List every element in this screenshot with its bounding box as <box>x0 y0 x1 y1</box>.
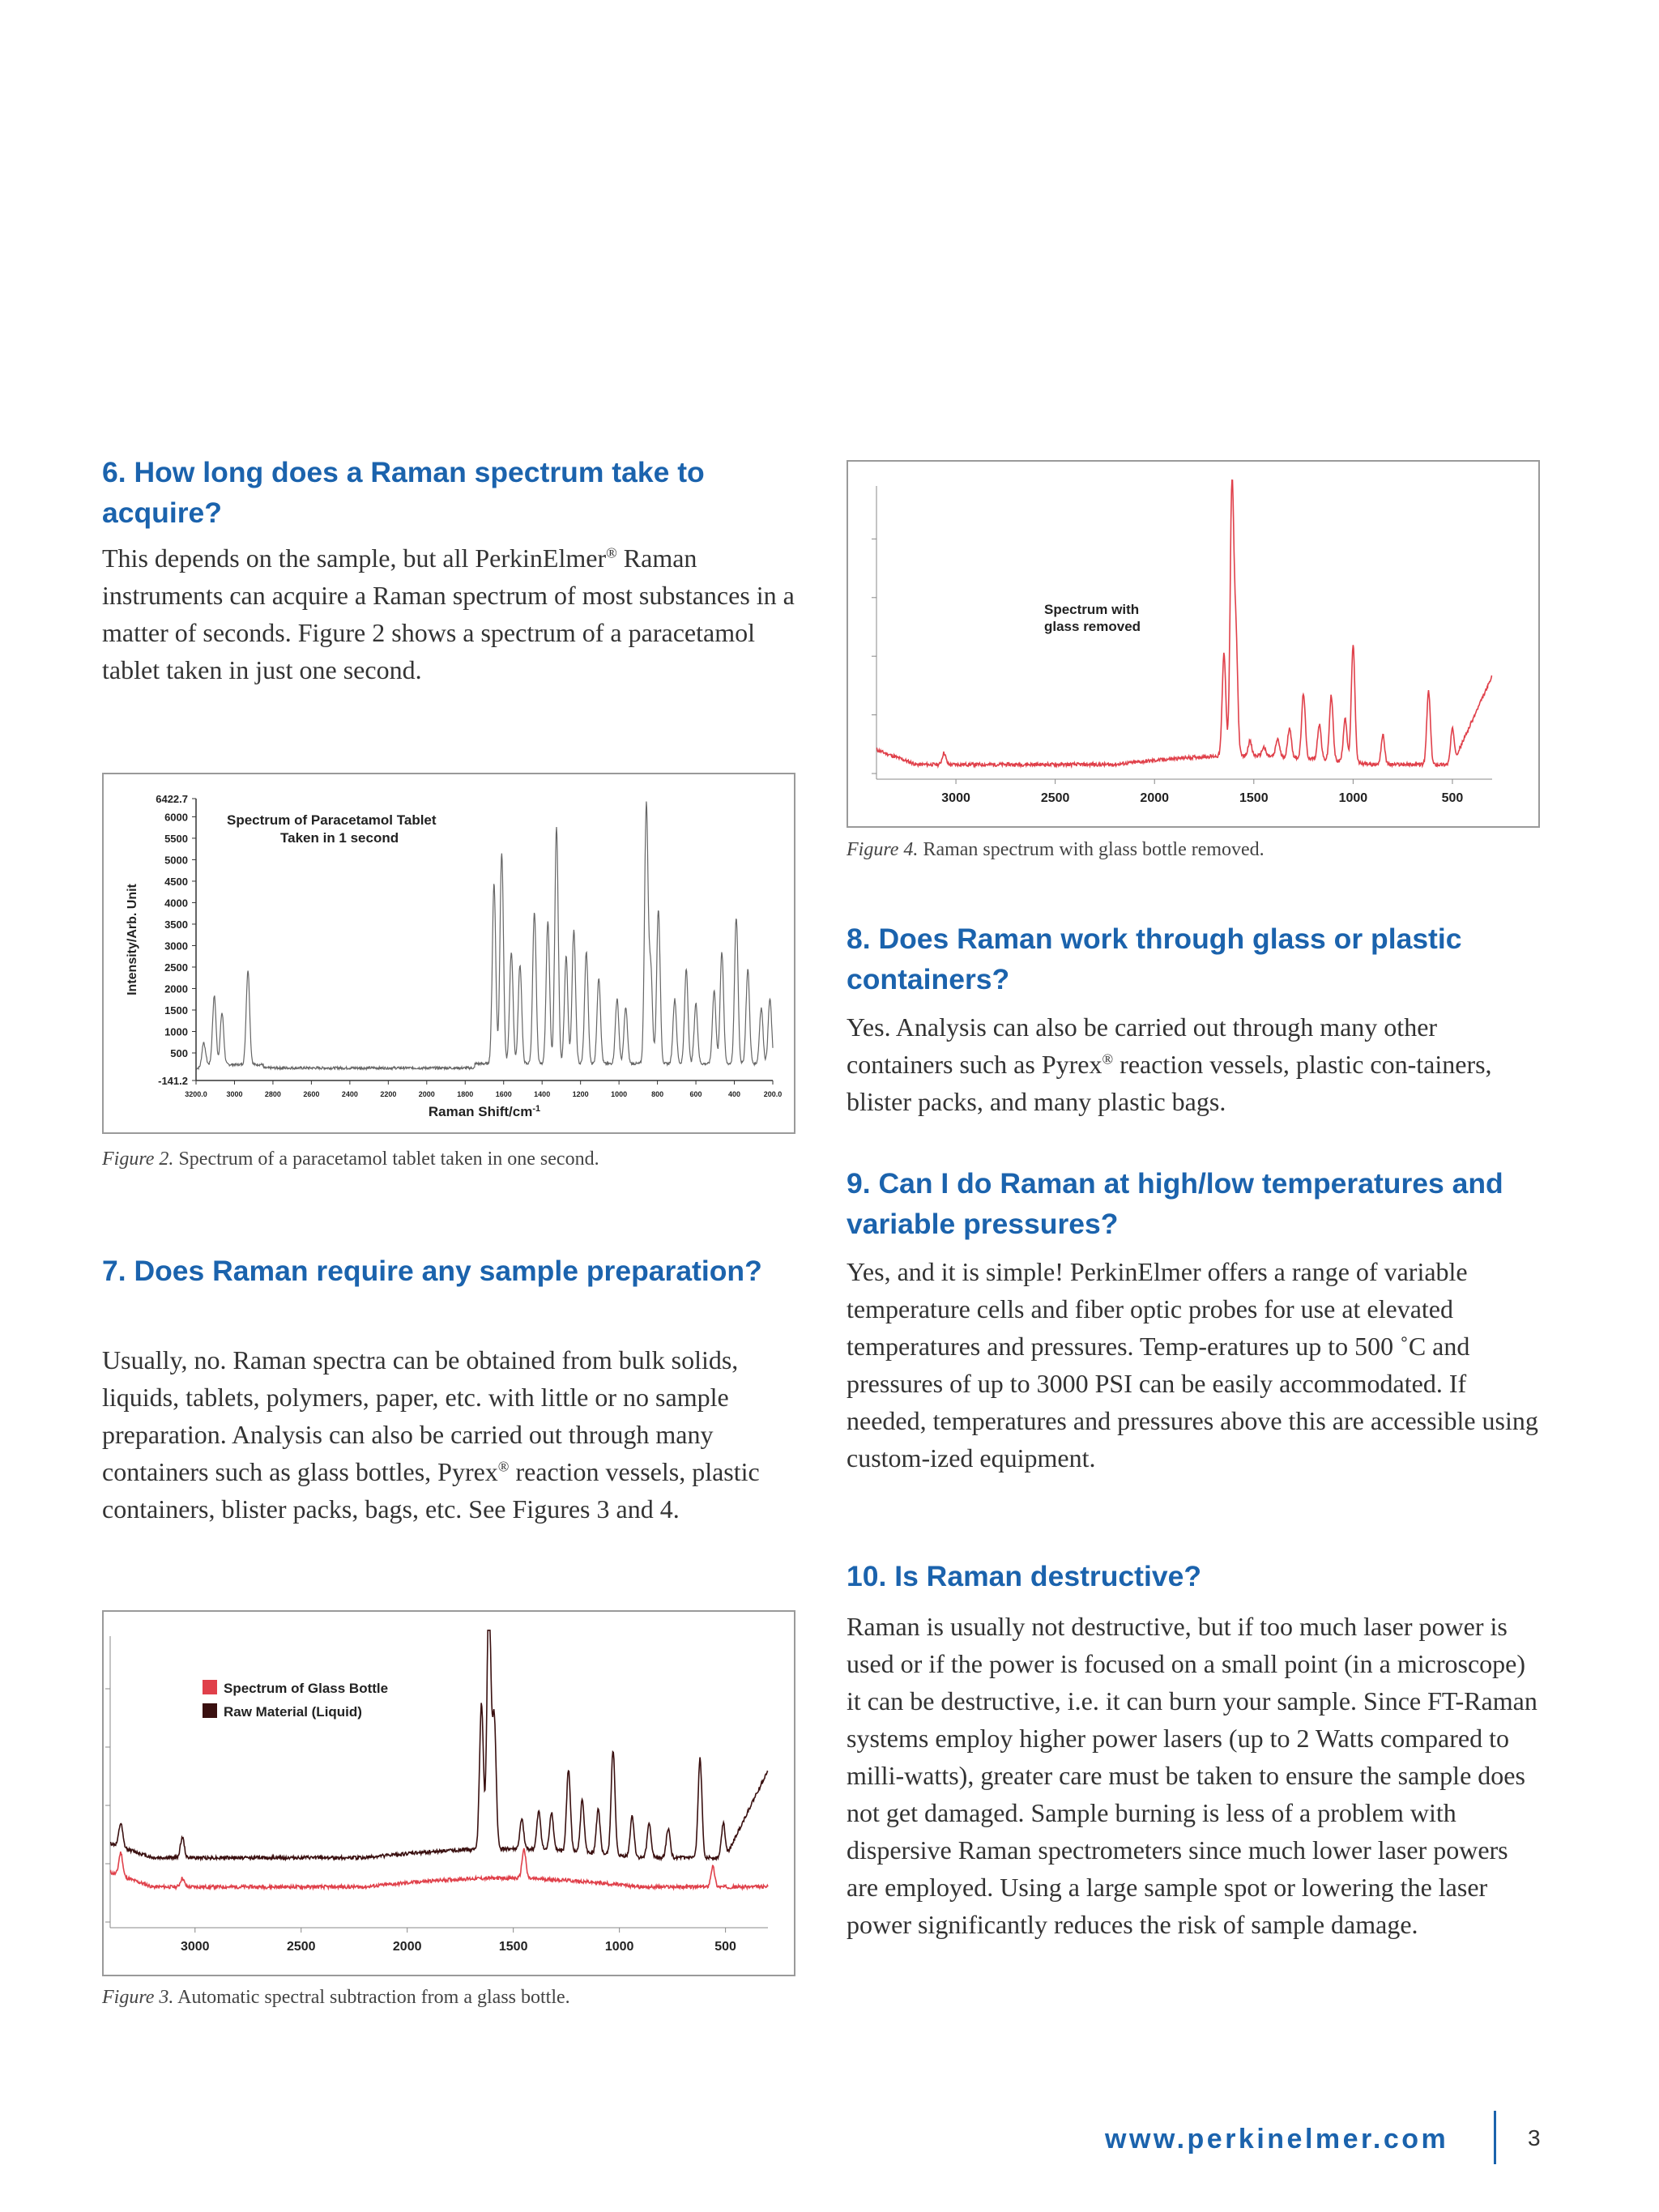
x-tick-label: 2400 <box>341 1090 358 1098</box>
x-tick-label: 2000 <box>418 1090 435 1098</box>
y-tick-label: 1500 <box>164 1004 188 1016</box>
x-tick-label: 3200.0 <box>185 1090 207 1098</box>
figure-3-caption <box>102 1987 570 2009</box>
y-tick-label: 6000 <box>164 811 188 824</box>
y-tick-label: 1000 <box>164 1025 188 1038</box>
x-tick-label: 1500 <box>1239 791 1269 805</box>
figure-3-svg <box>104 1612 794 1975</box>
q6-body <box>102 539 799 688</box>
y-tick-label: 6422.7 <box>156 793 188 805</box>
x-tick-label: 1200 <box>572 1090 589 1098</box>
x-axis-label <box>429 1104 540 1119</box>
figure-3-chart <box>102 1610 795 1976</box>
y-tick-label: 4000 <box>164 897 188 910</box>
y-axis-label: Intensity/Arb. Unit <box>126 884 139 995</box>
q7-registered-mark: ® <box>497 1458 510 1475</box>
y-tick-label: 4500 <box>164 875 188 888</box>
q7-body-part1: Usually, no. Raman spectra can be obtained from bulk solids, liquids, tablets, polymers, paper, etc. with little or no sample preparation. Analysis can also be carried out through many containers such as glass bottles, Pyrex <box>102 1345 739 1486</box>
x-tick-label: 2500 <box>286 1940 316 1954</box>
q6-heading: 6. How long does a Raman spectrum take to acquire? <box>102 456 705 529</box>
q8-body-part2: reaction vessels, plastic con-tainers, blister packs, and many plastic bags. <box>847 1050 1492 1116</box>
annotation-line2: glass removed <box>1044 619 1141 634</box>
x-axis-label-text: Raman Shift/cm <box>428 1104 533 1119</box>
q8-heading: 8. Does Raman work through glass or plastic containers? <box>847 923 1462 995</box>
x-tick-label: 3000 <box>941 791 970 805</box>
q7-heading: 7. Does Raman require any sample preparation? <box>102 1255 762 1287</box>
footer-divider <box>1494 2111 1496 2164</box>
x-tick-label: 800 <box>651 1090 664 1098</box>
q10-body: Raman is usually not destructive, but if too much laser power is used or if the power is focused on a small point (in a microscope) it can be destructive, i.e. it can burn your sample. Since FT-Raman systems employ higher power lasers (up to 2 Watts compared to milli-watts), greater care must be taken to ensure the sample does not get damaged. Sample burning is less of a problem with dispersive Raman spectrometers since much lower laser powers are employed. Using a large sample spot or lowering the laser power significantly reduces the risk of sample damage. <box>847 1612 1537 1939</box>
q7-body <box>102 1341 799 1528</box>
x-tick-label: 3000 <box>180 1940 210 1954</box>
x-tick-label: 1000 <box>604 1940 634 1954</box>
x-tick-label: 2600 <box>303 1090 320 1098</box>
chart-title-line2: Taken in 1 second <box>280 830 399 846</box>
x-tick-label: 2000 <box>1140 791 1170 805</box>
figure-4-svg <box>848 462 1538 826</box>
q6-body-part1: This depends on the sample, but all PerkinElmer <box>102 543 607 573</box>
y-tick-label: 5000 <box>164 854 188 867</box>
y-tick-label: 3500 <box>164 918 188 931</box>
y-tick-label: 2500 <box>164 961 188 974</box>
q10-heading: 10. Is Raman destructive? <box>847 1560 1202 1592</box>
x-tick-label: 200.0 <box>763 1090 783 1098</box>
x-tick-label: 1000 <box>611 1090 628 1098</box>
y-tick-label: 500 <box>170 1047 188 1060</box>
series-line-spectrum-of-glass-bottle <box>110 1848 768 1889</box>
figure-2-label: Figure 2. <box>102 1149 174 1170</box>
footer-url[interactable]: www.perkinelmer.com <box>1105 2124 1449 2154</box>
figure-4-text: Raman spectrum with glass bottle removed. <box>918 839 1265 860</box>
x-tick-label: 3000 <box>226 1090 243 1098</box>
q9-body: Yes, and it is simple! PerkinElmer offers a range of variable temperature cells and fiber optic probes for use at elevated temperatures and pressures. Temp-eratures up to 500 ˚C and pressures of up to 3000 PSI can be easily accommodated. If needed, temperatures and pressures above this are accessible using custom-ized equipment. <box>847 1257 1538 1473</box>
q8-body <box>847 1008 1543 1120</box>
annotation-line1: Spectrum with <box>1044 602 1140 617</box>
x-tick-label: 400 <box>728 1090 741 1098</box>
series-line-spectrum-with-glass-removed <box>876 480 1492 766</box>
x-tick-label: 2800 <box>264 1090 281 1098</box>
y-tick-label: -141.2 <box>158 1075 188 1087</box>
figure-4-label: Figure 4. <box>847 839 919 860</box>
series-line-raw-material-liquid <box>110 1630 768 1860</box>
x-tick-label: 600 <box>689 1090 702 1098</box>
chart-title-line1: Spectrum of Paracetamol Tablet <box>227 812 437 828</box>
page-number: 3 <box>1528 2125 1541 2150</box>
y-tick-label: 3000 <box>164 940 188 953</box>
figure-4-caption <box>847 839 1265 861</box>
x-axis-label-sup: -1 <box>532 1104 541 1114</box>
figure-4-chart <box>847 460 1540 828</box>
x-tick-label: 2500 <box>1040 791 1070 805</box>
figure-3-text: Automatic spectral subtraction from a glass bottle. <box>173 1987 570 2008</box>
y-tick-label: 5500 <box>164 832 188 845</box>
figure-2-svg <box>104 774 794 1132</box>
x-tick-label: 1500 <box>498 1940 528 1954</box>
x-tick-label: 500 <box>714 1940 736 1954</box>
y-tick-label: 2000 <box>164 982 188 995</box>
figure-2-chart <box>102 773 795 1134</box>
legend-label-glass-bottle: Spectrum of Glass Bottle <box>224 1681 389 1696</box>
x-tick-label: 1600 <box>495 1090 512 1098</box>
figure-2-caption <box>102 1149 599 1170</box>
figure-3-label: Figure 3. <box>102 1987 174 2008</box>
q7-body-part2: reaction vessels, plastic containers, blister packs, bags, etc. See Figures 3 and 4. <box>102 1457 760 1524</box>
legend-label-raw-material: Raw Material (Liquid) <box>224 1704 362 1720</box>
x-tick-label: 1000 <box>1338 791 1368 805</box>
x-tick-label: 2200 <box>380 1090 397 1098</box>
legend-swatch-glass-bottle <box>203 1680 217 1694</box>
q8-body-part1: Yes. Analysis can also be carried out through many other containers such as Pyrex <box>847 1012 1438 1079</box>
q6-registered-mark: ® <box>606 544 617 561</box>
legend-swatch-raw-material <box>203 1703 217 1718</box>
x-tick-label: 1400 <box>534 1090 551 1098</box>
q8-registered-mark: ® <box>1102 1051 1114 1068</box>
q6-body-part2: Raman instruments can acquire a Raman spectrum of most substances in a matter of seconds. Figure 2 shows a spectrum of a paracetamol tablet taken in just one second. <box>102 543 795 684</box>
x-tick-label: 1800 <box>457 1090 474 1098</box>
x-tick-label: 500 <box>1441 791 1464 805</box>
q9-heading: 9. Can I do Raman at high/low temperatures and variable pressures? <box>847 1167 1503 1240</box>
x-tick-label: 2000 <box>392 1940 422 1954</box>
figure-2-text: Spectrum of a paracetamol tablet taken in one second. <box>173 1149 599 1170</box>
